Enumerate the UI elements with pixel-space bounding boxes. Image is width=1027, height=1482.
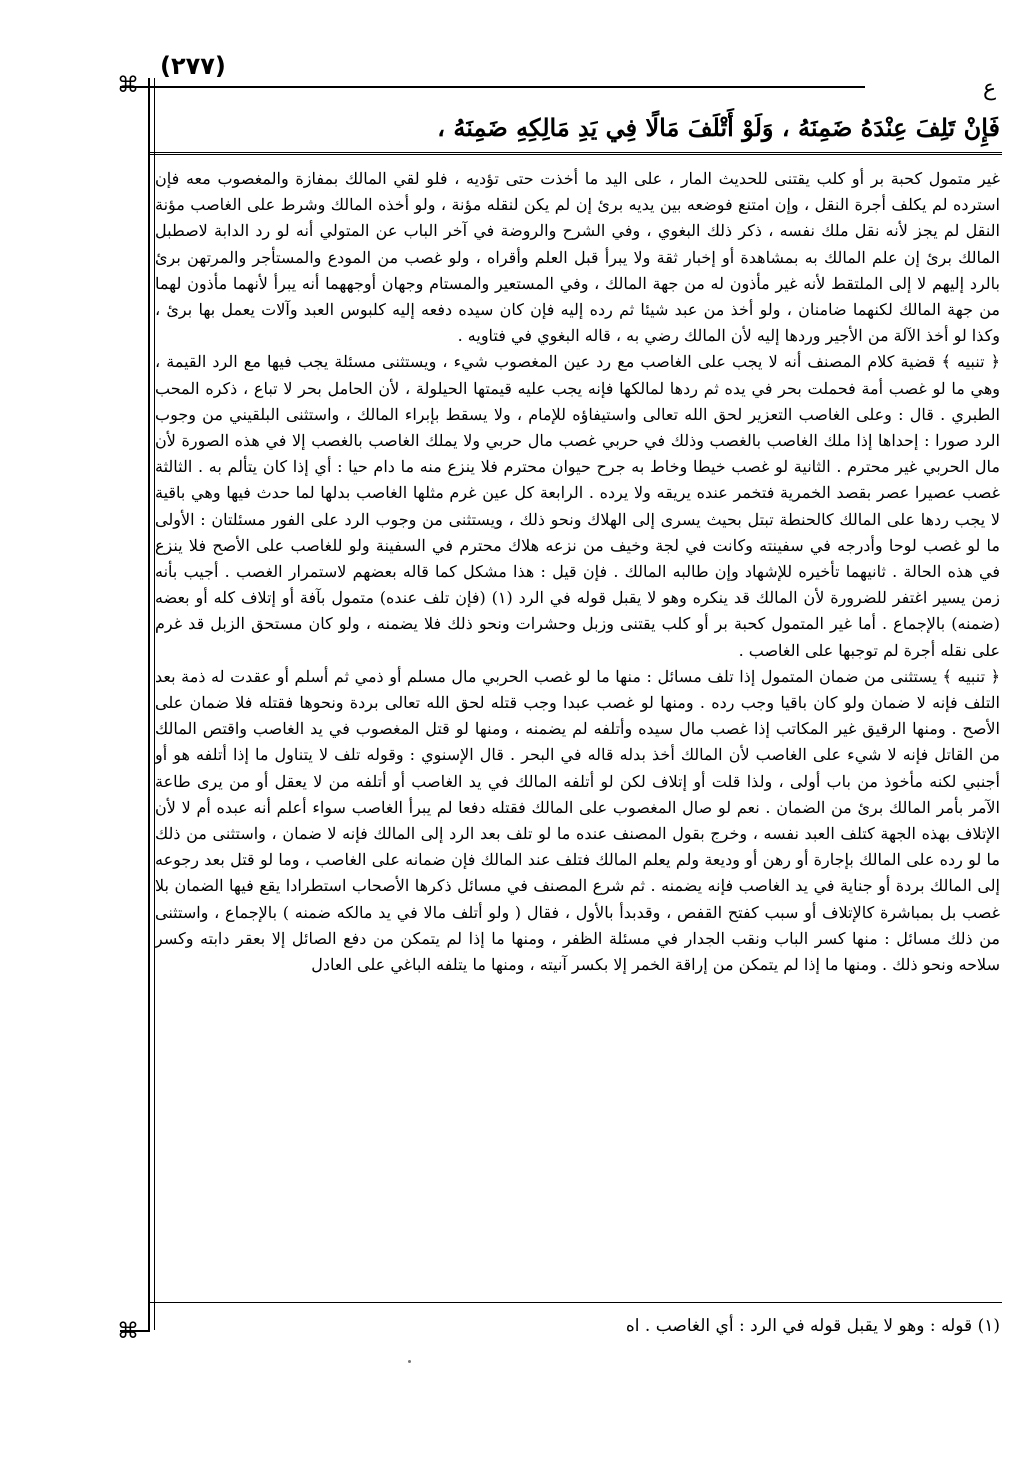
bottom-ornament-rule <box>120 1330 150 1332</box>
footnote-separator <box>150 1302 1002 1303</box>
print-speck <box>408 1360 411 1363</box>
paragraph: ﴿ تنبيه ﴾ قضية كلام المصنف أنه لا يجب على الغاصب مع رد عين المغصوب شيء ، ويستثنى مسئلة يجب فيها مع الرد القيمة ، وهي ما لو غصب أمة فحملت بحر في يده ثم ردها لمالكها فإنه يجب عليه قيمتها الحيلولة ، لأن الحامل بحر لا تباع ، ذكره المحب الطبري . قال : وعلى الغاصب التعزير لحق الله تعالى واستيفاؤه للإمام ، ولا يسقط بإبراء المالك ، واستثنى البلقيني من وجوب الرد صورا : إحداها إذا ملك الغاصب بالغصب وذلك في حربي غصب مال حربي ولا يملك الغاصب بالغصب إلا في هذه الصورة لأن مال الحربي غير محترم . الثانية لو غصب خيطا وخاط به جرح حيوان محترم فلا ينزع منه ما دام حيا : أي إذا كان يتألم به . الثالثة غصب عصيرا عصر بقصد الخمرية فتخمر عنده يريقه ولا يرده . الرابعة كل عين غرم مثلها الغاصب بدلها لما حدث فيها وهي باقية لا يجب ردها على المالك كالحنطة تبتل بحيث يسرى إلى الهلاك ونحو ذلك ، ويستثنى من وجوب الرد على الفور مسئلتان : الأولى ما لو غصب لوحا وأدرجه في سفينته وكانت في لجة وخيف من نزعه هلاك محترم في السفينة ولو للغاصب على الأصح فلا ينزع في هذه الحالة . ثانيهما تأخيره للإشهاد وإن طالبه المالك . فإن قيل : هذا مشكل كما قاله بعضهم لاستمرار الغصب . أجيب بأنه زمن يسير اغتفر للضرورة لأن المالك قد ينكره وهو لا يقبل قوله في الرد (١) (فإن تلف عنده) متمول بآفة أو إتلاف كله أو بعضه (ضمنه) بالإجماع . أما غير المتمول كحبة بر أو كلب يقتنى وزبل وحشرات ونحو ذلك فلا يضمنه ، ولو كان مستحق الزبل قد غرم على نقله أجرة لم توجبها على الغاصب . <box>155 352 1000 660</box>
paragraph: ﴿ تنبيه ﴾ يستثنى من ضمان المتمول إذا تلف مسائل : منها ما لو غصب الحربي مال مسلم أو ذمي ثم أسلم أو عقدت له ذمة بعد التلف فإنه لا ضمان ولو كان باقيا وجب رده . ومنها لو غصب عبدا وجب قتله لحق الله تعالى بردة ونحوها فقتله فلا ضمان على الأصح . ومنها الرقيق غير المكاتب إذا غصب مال سيده وأتلفه لم يضمنه ، ومنها لو قتل المغصوب في يد الغاصب واقتص المالك من القاتل فإنه لا شيء على الغاصب لأن المالك أخذ بدله قاله في البحر . قال الإسنوي : وقوله تلف لا يتناول ما إذا أتلفه هو أو أجنبي لكنه مأخوذ من باب أولى ، ولذا قلت أو إتلاف لكن لو أتلفه المالك في يد الغاصب أو أتلفه من لا يعقل أو من يرى طاعة الآمر بأمر المالك برئ من الضمان . نعم لو صال المغصوب على المالك فقتله دفعا لم يبرأ الغاصب سواء أعلم أنه عبده أم لا لأن الإتلاف بهذه الجهة كتلف العبد نفسه ، وخرج بقول المصنف عنده ما لو تلف بعد الرد إلى المالك فإنه لا ضمان ، واستثنى من ذلك ما لو رده على المالك بإجارة أو رهن أو وديعة ولم يعلم المالك فتلف عند المالك فإن ضمانه على الغاصب ، وما لو قتل بعد رجوعه إلى المالك بردة أو جناية في يد الغاصب فإنه يضمنه . ثم شرع المصنف في مسائل ذكرها الأصحاب استطرادا يقع فيها الضمان بلا غصب بل بمباشرة كالإتلاف أو سبب كفتح القفص ، وقدبدأ بالأول ، فقال ( ولو أتلف مالا في يد مالكه ضمنه ) بالإجماع ، واستثنى من ذلك مسائل : منها كسر الباب ونقب الجدار في مسئلة الظفر ، ومنها ما إذا لم يتمكن من دفع الصائل إلا بعقر دابته وكسر سلاحه ونحو ذلك . ومنها ما إذا لم يتمكن من إراقة الخمر إلا بكسر آنيته ، ومنها ما يتلفه الباغي على العادل <box>155 666 1001 975</box>
commentary-body <box>155 166 1000 978</box>
margin-frame-line <box>148 78 155 1330</box>
page-number: (٢٧٧) <box>160 52 226 80</box>
matn-text: فَإِنْ تَلِفَ عِنْدَهُ ضَمِنَهُ ، وَلَوْ أَتْلَفَ مَالًا فِي يَدِ مَالِكِهِ ضَمِنَهُ ، <box>437 113 1000 142</box>
corner-ornament-top-icon: ⌘ <box>117 73 139 98</box>
side-mark: ع <box>983 76 997 101</box>
top-rule <box>120 86 865 88</box>
matn-separator <box>150 152 1002 155</box>
footnote: (١) قوله : وهو لا يقبل قوله في الرد : أي الغاصب . اه <box>625 1316 1000 1336</box>
paragraph: غير متمول كحبة بر أو كلب يقتنى للحديث المار ، على اليد ما أخذت حتى تؤديه ، فلو لقي المالك بمفازة والمغصوب معه فإن استرده لم يكلف أجرة النقل ، وإن امتنع فوضعه بين يديه برئ إن لم يكن لنقله مؤنة ، ولو أخذه المالك وشرط على الغاصب مؤنة النقل لم يجز لأنه نقل ملك نفسه ، ذكر ذلك البغوي ، وفي الشرح والروضة في آخر الباب عن المتولي أنه لو رد الدابة لاصطبل المالك برئ إن علم المالك به بمشاهدة أو إخبار ثقة ولا يبرأ قبل العلم وأقراه ، ولو غصب من المودع والمستأجر والمرتهن برئ بالرد إليهم لا إلى الملتقط لأنه غير مأذون له من جهة المالك ، وفي المستعير والمستام وجهان أوجههما أنه يبرأ لأنهما مأذون لهما من جهة المالك لكنهما ضامنان ، ولو أخذ من عبد شيئا ثم رده إليه فإن كان سيده دفعه إليه كلبوس العبد وآلات يعمل بها برئ ، وكذا لو أخذ الآلة من الأجير وردها إليه لأن المالك رضي به ، قاله البغوي في فتاويه . <box>155 169 1000 346</box>
corner-ornament-bottom-icon: ⌘ <box>117 1319 139 1344</box>
